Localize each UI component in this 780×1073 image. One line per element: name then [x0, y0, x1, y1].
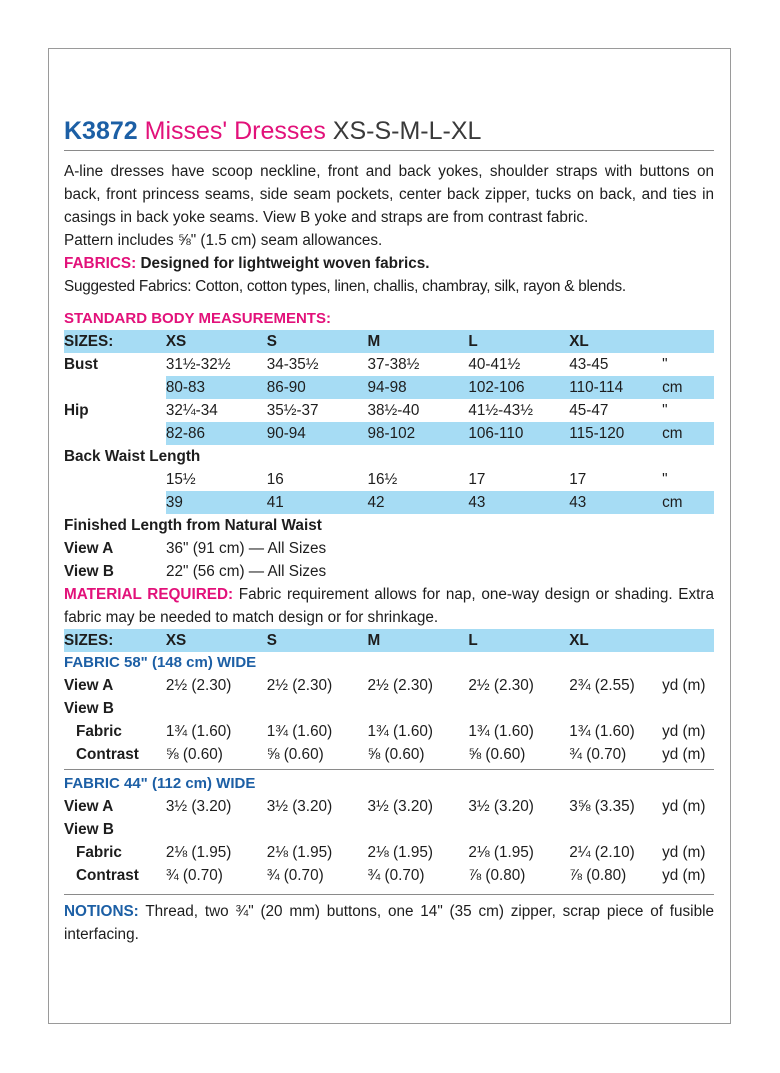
material-text: Fabric requirement allows for nap, one-way design or shading. Extra fabric may be needed to match design or for shrinkage. [64, 586, 714, 626]
unit-yd-m: yd (m) [662, 745, 706, 763]
fabric-label: Fabric [76, 722, 122, 740]
table-cell: 3⅝ (3.35) [569, 797, 635, 815]
table-cell: 43-45 [569, 355, 609, 373]
suggested-fabrics: Suggested Fabrics: Cotton, cotton types, linen, challis, chambray, silk, rayon & blends. [64, 278, 626, 295]
table-cell: 1¾ (1.60) [165, 722, 232, 740]
table-cell: 41½-43½ [468, 401, 534, 419]
fabric-58-contrast-row [64, 743, 714, 766]
table-cell: ¾ (0.70) [367, 866, 425, 884]
table-cell: 2¼ (2.10) [569, 843, 635, 861]
finished-view-b [64, 560, 714, 583]
view-a-label: View A [64, 676, 114, 694]
table-cell: 41 [266, 493, 284, 511]
size-xs: XS [165, 631, 187, 649]
fabric-44-view-a-row [64, 795, 714, 818]
view-a-label: View A [64, 539, 114, 557]
table-cell: ⅞ (0.80) [569, 866, 627, 884]
unit-yd-m: yd (m) [662, 797, 706, 815]
table-cell: 115-120 [569, 424, 625, 442]
fabric-44-heading: FABRIC 44" (112 cm) WIDE [64, 769, 714, 795]
table-cell: 45-47 [569, 401, 609, 419]
fabric-58-fabric-row [64, 720, 714, 743]
table-cell: 94-98 [367, 378, 407, 396]
table-cell: 98-102 [367, 424, 416, 442]
fabrics-label: FABRICS: [64, 255, 137, 272]
view-a-label: View A [64, 797, 114, 815]
measurements-table [64, 330, 714, 514]
material-required [64, 583, 714, 629]
table-cell: 34-35½ [266, 355, 319, 373]
seam-allowance: Pattern includes ⅝" (1.5 cm) seam allowances. [64, 232, 383, 249]
size-m: M [367, 631, 381, 649]
table-cell: ¾ (0.70) [165, 866, 223, 884]
table-cell: 40-41½ [468, 355, 521, 373]
table-cell: 90-94 [266, 424, 306, 442]
table-cell: 3½ (3.20) [367, 797, 434, 815]
yardage-table [64, 629, 714, 887]
size-s: S [266, 332, 277, 350]
unit-cm: cm [662, 493, 683, 511]
pattern-size-range: XS-S-M-L-XL [332, 117, 482, 145]
page-title [64, 117, 714, 151]
bust-label: Bust [64, 355, 98, 373]
fabric-44-fabric-row [64, 841, 714, 864]
table-cell: 16 [266, 470, 284, 488]
fabric-label: Fabric [76, 843, 122, 861]
table-cell: 2⅛ (1.95) [468, 843, 534, 861]
table-cell: 2½ (2.30) [266, 676, 333, 694]
bust-inches-row [64, 353, 714, 376]
hip-label: Hip [64, 401, 89, 419]
finished-length-heading: Finished Length from Natural Waist [64, 516, 322, 534]
size-xl: XL [569, 631, 589, 649]
notions-text: Thread, two ¾" (20 mm) buttons, one 14" (35 cm) zipper, scrap piece of fusible interfacing. [64, 903, 714, 943]
unit-yd-m: yd (m) [662, 843, 706, 861]
table-cell: 2½ (2.30) [468, 676, 534, 694]
table-cell: ⅝ (0.60) [468, 745, 526, 763]
table-cell: 86-90 [266, 378, 306, 396]
table-cell: 2½ (2.30) [367, 676, 434, 694]
view-b-label: View B [64, 699, 114, 717]
hip-inches-row [64, 399, 714, 422]
fabric-44-contrast-row [64, 864, 714, 887]
size-m: M [367, 332, 381, 350]
table-cell: 15½ [165, 470, 196, 488]
notions-label: NOTIONS: [64, 903, 139, 920]
pattern-code: K3872 [64, 117, 138, 145]
table-cell: 1¾ (1.60) [569, 722, 635, 740]
table-cell: 42 [367, 493, 385, 511]
back-waist-inches-row [64, 468, 714, 491]
table-cell: 2½ (2.30) [165, 676, 232, 694]
finished-view-a-value: 36" (91 cm) — All Sizes [166, 539, 327, 557]
back-waist-label: Back Waist Length [64, 447, 201, 465]
table-cell: ⅞ (0.80) [468, 866, 526, 884]
unit-inches: " [662, 355, 668, 373]
table-cell: 32¼-34 [165, 401, 218, 419]
table-cell: 43 [468, 493, 486, 511]
table-cell: 43 [569, 493, 587, 511]
contrast-label: Contrast [76, 866, 139, 884]
table-cell: ⅝ (0.60) [367, 745, 425, 763]
table-cell: 35½-37 [266, 401, 319, 419]
pattern-name: Misses' Dresses [144, 117, 326, 145]
unit-inches: " [662, 470, 668, 488]
size-xs: XS [165, 332, 187, 350]
table-cell: 106-110 [468, 424, 524, 442]
table-cell: 2⅛ (1.95) [266, 843, 333, 861]
table-cell: 37-38½ [367, 355, 420, 373]
description: A-line dresses have scoop neckline, front and back yokes, shoulder straps with buttons on back, front princess seams, side seam pockets, center back zipper, tucks on back, and ties in casings in back yoke seams. View B yoke and straps are from contrast fabric. [64, 163, 714, 226]
table-cell: 1¾ (1.60) [367, 722, 434, 740]
unit-yd-m: yd (m) [662, 676, 706, 694]
unit-yd-m: yd (m) [662, 866, 706, 884]
table-cell: 17 [569, 470, 587, 488]
table-cell: 2⅛ (1.95) [165, 843, 232, 861]
bust-cm-row [64, 376, 714, 399]
view-b-label: View B [64, 562, 114, 580]
table-cell: 82-86 [165, 424, 205, 442]
measurements-size-header [64, 330, 714, 353]
notions [64, 894, 714, 946]
yardage-size-header [64, 629, 714, 652]
table-cell: 1¾ (1.60) [266, 722, 333, 740]
fabrics-line [64, 252, 714, 275]
hip-cm-row [64, 422, 714, 445]
size-l: L [468, 332, 478, 350]
finished-view-b-value: 22" (56 cm) — All Sizes [166, 562, 327, 580]
unit-cm: cm [662, 378, 683, 396]
view-b-label: View B [64, 820, 114, 838]
table-cell: 39 [165, 493, 183, 511]
size-s: S [266, 631, 277, 649]
table-cell: ¾ (0.70) [266, 866, 324, 884]
table-cell: 3½ (3.20) [468, 797, 534, 815]
table-cell: 1¾ (1.60) [468, 722, 534, 740]
table-cell: 31½-32½ [165, 355, 231, 373]
back-waist-cm-row [64, 491, 714, 514]
unit-cm: cm [662, 424, 683, 442]
table-cell: ¾ (0.70) [569, 745, 627, 763]
unit-inches: " [662, 401, 668, 419]
finished-view-a [64, 537, 714, 560]
size-l: L [468, 631, 478, 649]
fabrics-text: Designed for lightweight woven fabrics. [140, 255, 430, 272]
fabric-58-heading: FABRIC 58" (148 cm) WIDE [64, 654, 257, 671]
table-cell: 102-106 [468, 378, 525, 396]
table-cell: 80-83 [165, 378, 205, 396]
pattern-envelope-back [64, 117, 714, 946]
table-cell: ⅝ (0.60) [165, 745, 223, 763]
material-label: MATERIAL REQUIRED: [64, 586, 234, 603]
table-cell: 17 [468, 470, 486, 488]
table-cell: 3½ (3.20) [165, 797, 232, 815]
sizes-label: SIZES: [64, 332, 114, 350]
table-cell: 3½ (3.20) [266, 797, 333, 815]
size-xl: XL [569, 332, 589, 350]
table-cell: 38½-40 [367, 401, 420, 419]
table-cell: 110-114 [569, 378, 624, 396]
contrast-label: Contrast [76, 745, 139, 763]
table-cell: 2¾ (2.55) [569, 676, 635, 694]
sizes-label: SIZES: [64, 631, 114, 649]
unit-yd-m: yd (m) [662, 722, 706, 740]
table-cell: 2⅛ (1.95) [367, 843, 434, 861]
fabric-58-view-a-row [64, 674, 714, 697]
table-cell: ⅝ (0.60) [266, 745, 324, 763]
table-cell: 16½ [367, 470, 398, 488]
measurements-heading: STANDARD BODY MEASUREMENTS: [64, 310, 331, 327]
